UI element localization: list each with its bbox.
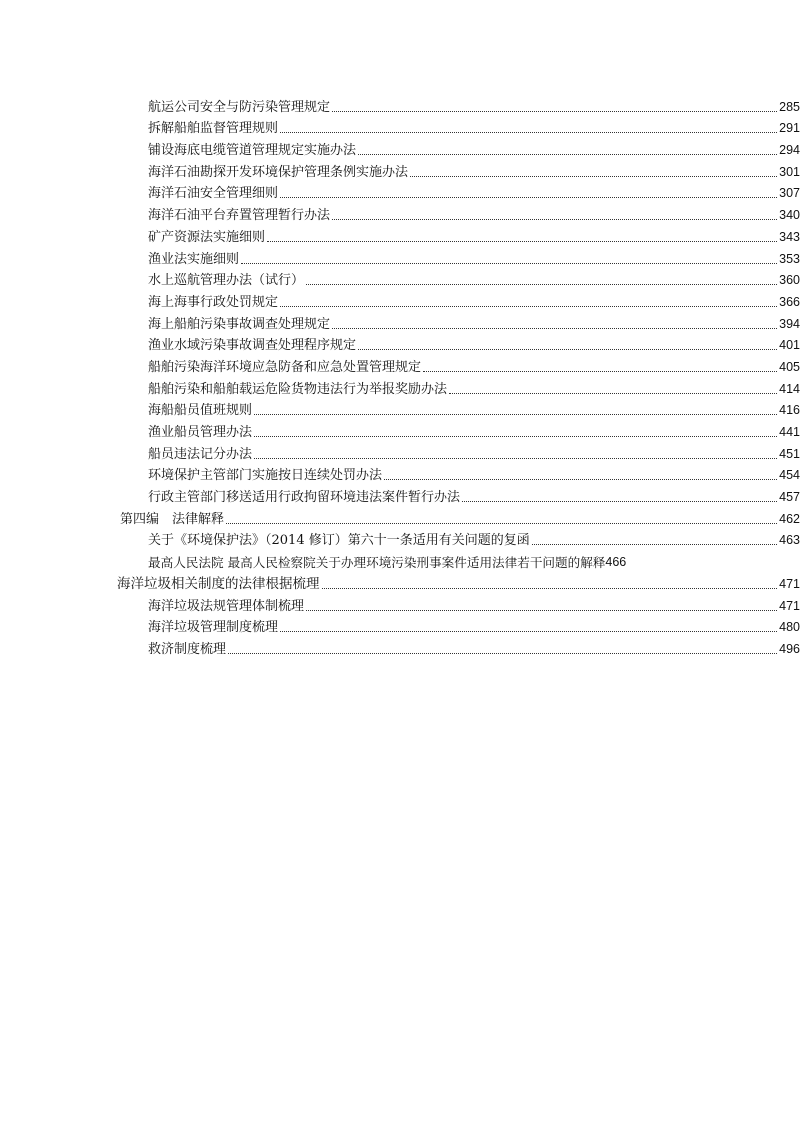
toc-entry-title: 最高人民法院 最高人民检察院关于办理环境污染刑事案件适用法律若干问题的解释 — [148, 555, 606, 571]
toc-page-number: 366 — [779, 294, 800, 309]
toc-entry-title: 环境保护主管部门实施按日连续处罚办法 — [148, 468, 383, 484]
toc-entry[interactable] — [0, 421, 800, 443]
toc-entry-title: 矿产资源法实施细则 — [148, 229, 266, 245]
toc-page-number: 471 — [779, 576, 800, 591]
toc-leader-dots — [280, 631, 777, 632]
toc-entry-title: 海洋垃圾管理制度梳理 — [148, 620, 279, 636]
toc-entry[interactable] — [0, 96, 800, 118]
toc-entry[interactable] — [0, 118, 800, 140]
toc-entry-title: 铺设海底电缆管道管理规定实施办法 — [148, 143, 357, 159]
toc-leader-dots — [322, 588, 778, 589]
toc-page-number: 401 — [779, 338, 800, 353]
toc-page-number: 294 — [779, 143, 800, 158]
toc-page-number: 414 — [779, 381, 800, 396]
toc-entry[interactable] — [0, 486, 800, 508]
toc-leader-dots — [226, 523, 777, 524]
toc-entry[interactable] — [0, 356, 800, 378]
table-of-contents — [0, 96, 800, 660]
toc-leader-dots — [254, 458, 777, 459]
toc-entry-title: 船舶污染海洋环境应急防备和应急处置管理规定 — [148, 359, 422, 375]
toc-leader-dots — [280, 306, 777, 307]
toc-entry[interactable] — [0, 204, 800, 226]
toc-entry[interactable] — [0, 378, 800, 400]
toc-leader-dots — [358, 154, 777, 155]
toc-page-number: 285 — [779, 99, 800, 114]
toc-entry[interactable] — [0, 335, 800, 357]
toc-entry-title: 行政主管部门移送适用行政拘留环境违法案件暂行办法 — [148, 490, 461, 506]
toc-entry[interactable] — [0, 270, 800, 292]
toc-page-number: 405 — [779, 359, 800, 374]
toc-page-number: 466 — [605, 555, 627, 570]
toc-page-number: 454 — [779, 468, 800, 483]
toc-leader-dots — [254, 436, 777, 437]
toc-page-number: 340 — [779, 208, 800, 223]
toc-leader-dots — [267, 241, 777, 242]
toc-page-number: 480 — [779, 620, 800, 635]
toc-entry-title: 拆解船舶监督管理规则 — [148, 121, 279, 137]
toc-leader-dots — [410, 176, 777, 177]
toc-leader-dots — [423, 371, 777, 372]
toc-leader-dots — [228, 653, 777, 654]
toc-entry-title: 船舶污染和船舶载运危险货物违法行为举报奖励办法 — [148, 381, 448, 397]
toc-entry[interactable] — [0, 139, 800, 161]
toc-entry-title: 水上巡航管理办法（试行） — [148, 273, 305, 289]
toc-entry[interactable] — [0, 183, 800, 205]
toc-leader-dots — [449, 393, 777, 394]
toc-leader-dots — [532, 544, 777, 545]
toc-leader-dots — [241, 263, 777, 264]
toc-leader-dots — [332, 219, 777, 220]
toc-entry-title: 渔业船员管理办法 — [148, 425, 253, 440]
toc-entry-section[interactable] — [0, 595, 800, 617]
toc-entry[interactable] — [0, 465, 800, 487]
toc-entry-title: 渔业水域污染事故调查处理程序规定 — [148, 338, 357, 354]
toc-leader-dots — [306, 284, 777, 285]
toc-entry[interactable] — [0, 313, 800, 335]
toc-entry-section[interactable] — [0, 617, 800, 639]
toc-leader-dots — [280, 132, 777, 133]
toc-page-number: 343 — [779, 229, 800, 244]
toc-entry[interactable] — [0, 443, 800, 465]
toc-page-number: 416 — [779, 403, 800, 418]
toc-entry-title: 海洋垃圾相关制度的法律根据梳理 — [117, 575, 320, 592]
toc-leader-dots — [254, 414, 777, 415]
toc-entry-title: 海洋石油勘探开发环境保护管理条例实施办法 — [148, 164, 409, 180]
toc-leader-dots — [358, 349, 777, 350]
toc-entry-title: 第四编 法律解释 — [120, 511, 225, 527]
toc-entry-title: 海洋垃圾法规管理体制梳理 — [148, 598, 305, 614]
toc-page-number: 457 — [779, 490, 800, 505]
toc-page-number: 463 — [779, 533, 800, 548]
toc-entry-title: 海船船员值班规则 — [148, 403, 253, 419]
toc-entry-title: 航运公司安全与防污染管理规定 — [148, 99, 331, 115]
toc-leader-dots — [280, 197, 777, 198]
toc-entry-part[interactable] — [0, 508, 800, 530]
toc-entry-title: 海上海事行政处罚规定 — [148, 294, 279, 310]
toc-entry-section[interactable] — [0, 638, 800, 660]
toc-page-number: 301 — [779, 164, 800, 179]
toc-entry[interactable] — [0, 161, 800, 183]
toc-entry-title: 海上船舶污染事故调查处理规定 — [148, 316, 331, 332]
toc-page-number: 307 — [779, 186, 800, 201]
toc-page-number: 291 — [779, 121, 800, 136]
toc-leader-dots — [306, 610, 777, 611]
toc-entry-chapter[interactable] — [0, 573, 800, 595]
toc-entry-title: 海洋石油安全管理细则 — [148, 186, 279, 202]
toc-page-number: 496 — [779, 641, 800, 656]
toc-entry[interactable] — [0, 400, 800, 422]
toc-leader-dots — [384, 479, 777, 480]
toc-page-number: 353 — [779, 251, 800, 266]
toc-page-number: 394 — [779, 316, 800, 331]
toc-entry[interactable] — [0, 551, 800, 573]
toc-page-number: 451 — [779, 446, 800, 461]
toc-entry-title: 渔业法实施细则 — [148, 251, 240, 267]
toc-leader-dots — [332, 111, 777, 112]
toc-entry-title: 救济制度梳理 — [148, 641, 227, 657]
toc-leader-dots — [462, 501, 777, 502]
toc-entry[interactable] — [0, 226, 800, 248]
toc-entry[interactable] — [0, 530, 800, 552]
toc-entry[interactable] — [0, 291, 800, 313]
toc-entry-title: 船员违法记分办法 — [148, 446, 253, 462]
toc-page-number: 360 — [779, 273, 800, 288]
toc-page-number: 471 — [779, 598, 800, 613]
toc-page-number: 462 — [779, 511, 800, 526]
toc-leader-dots — [332, 328, 777, 329]
toc-entry[interactable] — [0, 248, 800, 270]
toc-entry-title: 关于《环境保护法》（2014 修订）第六十一条适用有关问题的复函 — [148, 533, 530, 549]
toc-page-number: 441 — [779, 425, 800, 439]
toc-entry-title: 海洋石油平台弃置管理暂行办法 — [148, 208, 331, 224]
